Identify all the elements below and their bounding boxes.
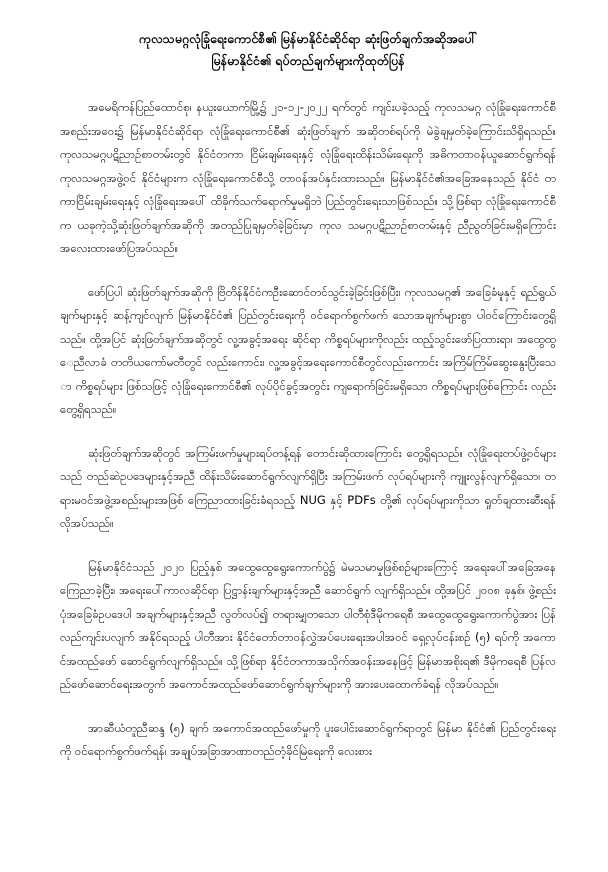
- paragraph-1: အမေရိကန်ပြည်ထောင်စု၊ နယူးယောက်မြို့၌ ၂၁-၁၂-၂၀၂၂ ရက်တွင် ကျင်းပခဲ့သည့် ကုလသမဂ္ဂ လုံခြုံရေးကောင်စီအစည်းအဝေး၌ မြန်မာနိုင်ငံဆိုင်ရာ လုံခြုံရေးကောင်စီ၏ ဆုံးဖြတ်ချက် အဆိုတစ်ရပ်ကို မဲခွဲချမှတ်ခဲ့ကြောင်းသိရှိရသည်။ ကုလသမဂ္ဂပဋိညာဉ်စာတမ်းတွင် နိုင်ငံတကာ ငြိမ်းချမ်းရေးနှင့် လုံခြုံရေးထိန်းသိမ်းရေးကို အဓိကတာဝန်ယူဆောင်ရွက်ရန် ကုလသမဂ္ဂအဖွဲ့ဝင် နိုင်ငံများက လုံခြုံရေးကောင်စီသို့ တာဝန်အပ်နှင်းထားသည်။ မြန်မာနိုင်ငံ၏အခြေအနေသည် နိုင်ငံ တကာငြိမ်းချမ်းရေးနှင့် လုံခြုံရေးအပေါ် ထိခိုက်သက်ရောက်မှုမရှိဘဲ ပြည်တွင်းရေးသာဖြစ်သည်။ သို့ဖြစ်ရာ လုံခြုံရေးကောင်စီက ယခုကဲ့သို့ဆုံးဖြတ်ချက်အဆိုကို အတည်ပြုချမှတ်ခဲ့ခြင်းမှာ ကုလ သမဂ္ဂပဋိညာဉ်စာတမ်းနှင့် ညီညွတ်ခြင်းမရှိကြောင်း အလေးထားဖော်ပြအပ်သည်။: [60, 100, 556, 255]
- document-title-line-1: ကုလသမဂ္ဂလုံခြုံရေးကောင်စီ၏ မြန်မာနိုင်ငံဆိုင်ရာ ဆုံးဖြတ်ချက်အဆိုအပေါ်: [138, 31, 478, 46]
- paragraph-2: ဖော်ပြပါ ဆုံးဖြတ်ချက်အဆိုကို ဗြိတိန်နိုင်ငံကဦးဆောင်တင်သွင်းခဲ့ခြင်းဖြစ်ပြီး၊ ကုလသမဂ္ဂ၏ အခြေခံမူနှင့် ရည်ရွယ်ချက်များနှင့် ဆန့်ကျင်လျက် မြန်မာနိုင်ငံ၏ ပြည်တွင်းရေးကို ဝင်ရောက်စွက်ဖက် သောအချက်များစွာ ပါဝင်ကြောင်းတွေ့ရှိသည်။ ထို့အပြင် ဆုံးဖြတ်ချက်အဆိုတွင် လူ့အခွင့်အရေး ဆိုင်ရာ ကိစ္စရပ်များကိုလည်း ထည့်သွင်းဖော်ပြထားရာ၊ အထွေထွေညီလာခံ တတိယကော်မတီတွင် လည်းကောင်း၊ လူ့အခွင့်အရေးကောင်စီတွင်လည်းကောင်း အကြိမ်ကြိမ်ဆွေးနွေးပြီးသော ကိစ္စရပ်များ ဖြစ်သဖြင့် လုံခြုံရေးကောင်စီ၏ လုပ်ပိုင်ခွင့်အတွင်း ကျရောက်ခြင်းမရှိသော ကိစ္စရပ်များဖြစ်ကြောင်း လည်း တွေ့ရှိရသည်။: [60, 284, 556, 416]
- paragraph-5: အာဆီယံတူညီဆန္ဒ (၅) ချက် အကောင်အထည်ဖော်မှုကို ပူးပေါင်းဆောင်ရွက်ရာတွင် မြန်မာ နိုင်ငံ၏ ပြည်တွင်းရေးကို ဝင်ရောက်စွက်ဖက်ရန်၊ အချုပ်အခြာအာဏာတည်တံ့ခိုင်မြဲရေးကို လေးစား: [60, 720, 556, 758]
- document-title: [60, 28, 556, 72]
- paragraph-3: ဆုံးဖြတ်ချက်အဆိုတွင် အကြမ်းဖက်မှုများရပ်တန့်ရန် တောင်းဆိုထားကြောင်း တွေ့ရှိရသည်။ လုံခြုံရေးတပ်ဖွဲ့ဝင်များသည် တည်ဆဲဥပဒေများနှင့်အညီ ထိန်းသိမ်းဆောင်ရွက်လျက်ရှိပြီး အကြမ်းဖက် လုပ်ရပ်များကို ကျူးလွန်လျက်ရှိသော၊ တရားမဝင်အဖွဲ့အစည်းများအဖြစ် ကြေညာထားခြင်းခံရသည့် NUG နှင့် PDFs တို့၏ လုပ်ရပ်များကိုသာ ရှုတ်ချထားဆီးရန်လိုအပ်သည်။: [60, 445, 556, 530]
- paragraph-4: မြန်မာနိုင်ငံသည် ၂၀၂၀ ပြည့်နှစ် အထွေထွေရွေးကောက်ပွဲ၌ မဲမသမာမှုဖြစ်စဉ်များကြောင့် အရေးပေါ်အခြေအနေကြေညာခဲ့ပြီး၊ အရေးပေါ်ကာလဆိုင်ရာ ပြဋ္ဌာန်းချက်များနှင့်အညီ ဆောင်ရွက် လျက်ရှိသည်။ ထို့အပြင် ၂၀၀၈ ခုနှစ်၊ ဖွဲ့စည်းပုံအခြေခံဥပဒေပါ အချက်များနှင့်အညီ လွတ်လပ်၍ တရားမျှတသော ပါတီစုံဒီမိုကရေစီ အထွေထွေရွေးကောက်ပွဲအား ပြန်လည်ကျင်းပလျက် အနိုင်ရသည့် ပါတီအား နိုင်ငံတော်တာဝန်လွှဲအပ်ပေးရေးအပါအဝင် ရှေ့လုပ်ငန်းစဉ် (၅) ရပ်ကို အကောင်အထည်ဖော် ဆောင်ရွက်လျက်ရှိသည်။ သို့ဖြစ်ရာ နိုင်ငံတကာအသိုက်အဝန်းအနေဖြင့် မြန်မာအစိုးရ၏ ဒီမိုကရေစီ ပြန်လည်ဖော်ဆောင်ရေးအတွက် အကောင်အထည်ဖော်ဆောင်ရွက်ချက်များကို အားပေးထောက်ခံရန် လိုအပ်သည်။: [60, 559, 556, 691]
- document-body: [60, 96, 556, 764]
- document-title-line-2: မြန်မာနိုင်ငံ၏ ရပ်တည်ချက်များကိုထုတ်ပြန်: [211, 53, 405, 68]
